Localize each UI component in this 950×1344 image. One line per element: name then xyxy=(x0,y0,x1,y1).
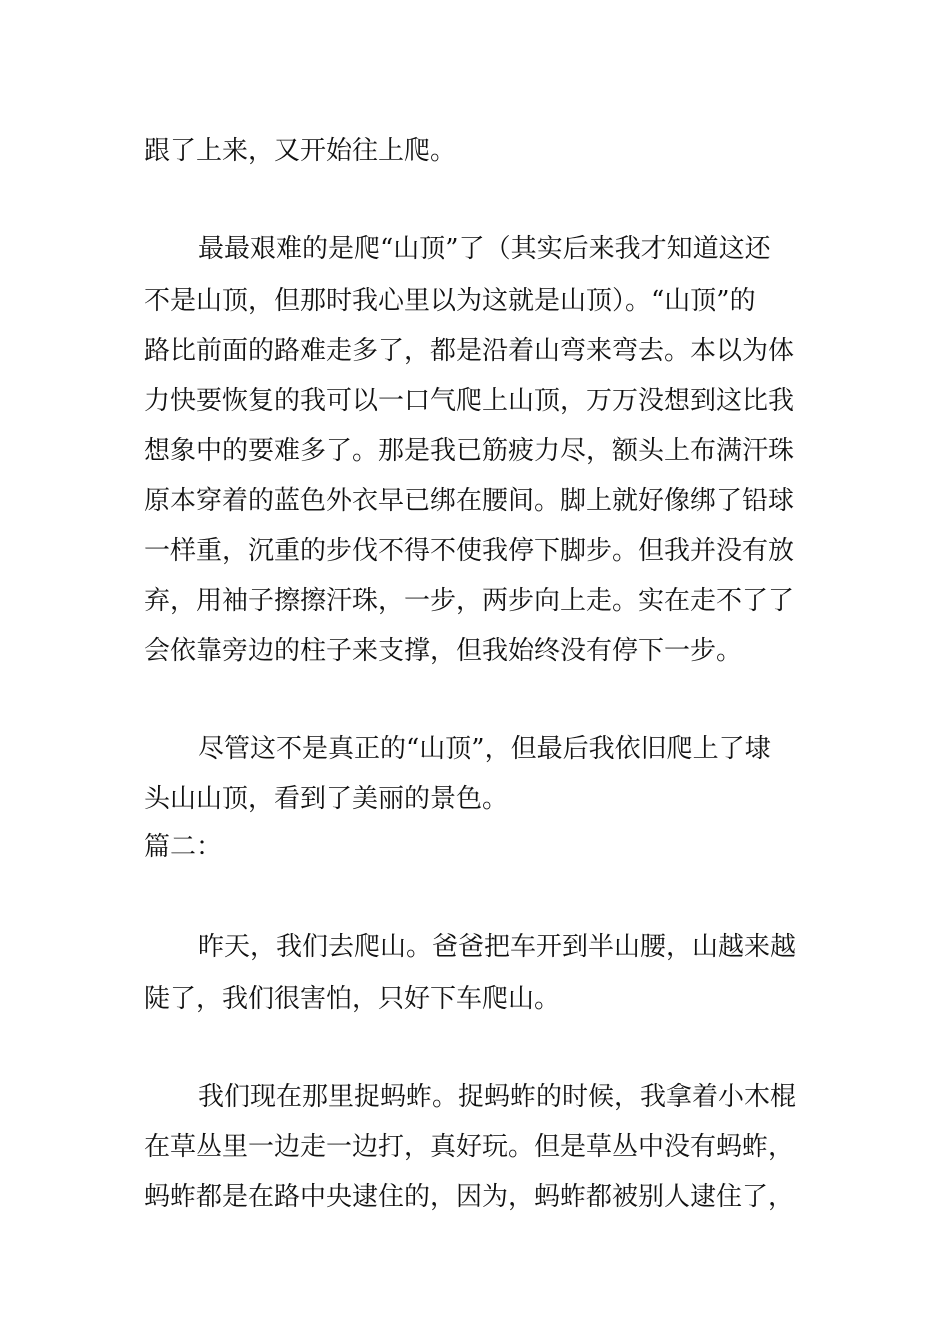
text-line: 路比前面的路难走多了，都是沿着山弯来弯去。本以为体 xyxy=(144,336,795,366)
text-line: 蚂蚱都是在路中央逮住的，因为，蚂蚱都被别人逮住了， xyxy=(144,1182,795,1212)
text-line: 头山山顶，看到了美丽的景色。 xyxy=(144,784,509,814)
paragraph-first-line: 最最艰难的是爬“山顶”了（其实后来我才知道这还 xyxy=(198,234,771,264)
paragraph-first-line: 昨天，我们去爬山。爸爸把车开到半山腰，山越来越 xyxy=(198,932,797,962)
text-line: 力快要恢复的我可以一口气爬上山顶，万万没想到这比我 xyxy=(144,386,795,416)
text-line: 会依靠旁边的柱子来支撑，但我始终没有停下一步。 xyxy=(144,636,743,666)
text-line: 想象中的要难多了。那是我已筋疲力尽，额头上布满汗珠 xyxy=(144,436,795,466)
text-line: 跟了上来，又开始往上爬。 xyxy=(144,136,457,166)
paragraph-first-line: 尽管这不是真正的“山顶”，但最后我依旧爬上了埭 xyxy=(198,734,771,764)
text-line: 原本穿着的蓝色外衣早已绑在腰间。脚上就好像绑了铅球 xyxy=(144,486,795,516)
text-line: 在草丛里一边走一边打，真好玩。但是草丛中没有蚂蚱， xyxy=(144,1132,795,1162)
section-heading: 篇二： xyxy=(144,832,223,862)
text-line: 陡了，我们很害怕，只好下车爬山。 xyxy=(144,984,561,1014)
text-line: 弃，用袖子擦擦汗珠，一步，两步向上走。实在走不了了 xyxy=(144,586,795,616)
text-line: 一样重，沉重的步伐不得不使我停下脚步。但我并没有放 xyxy=(144,536,795,566)
text-line: 不是山顶，但那时我心里以为这就是山顶）。“山顶”的 xyxy=(144,286,756,316)
paragraph-first-line: 我们现在那里捉蚂蚱。捉蚂蚱的时候，我拿着小木棍 xyxy=(198,1082,797,1112)
